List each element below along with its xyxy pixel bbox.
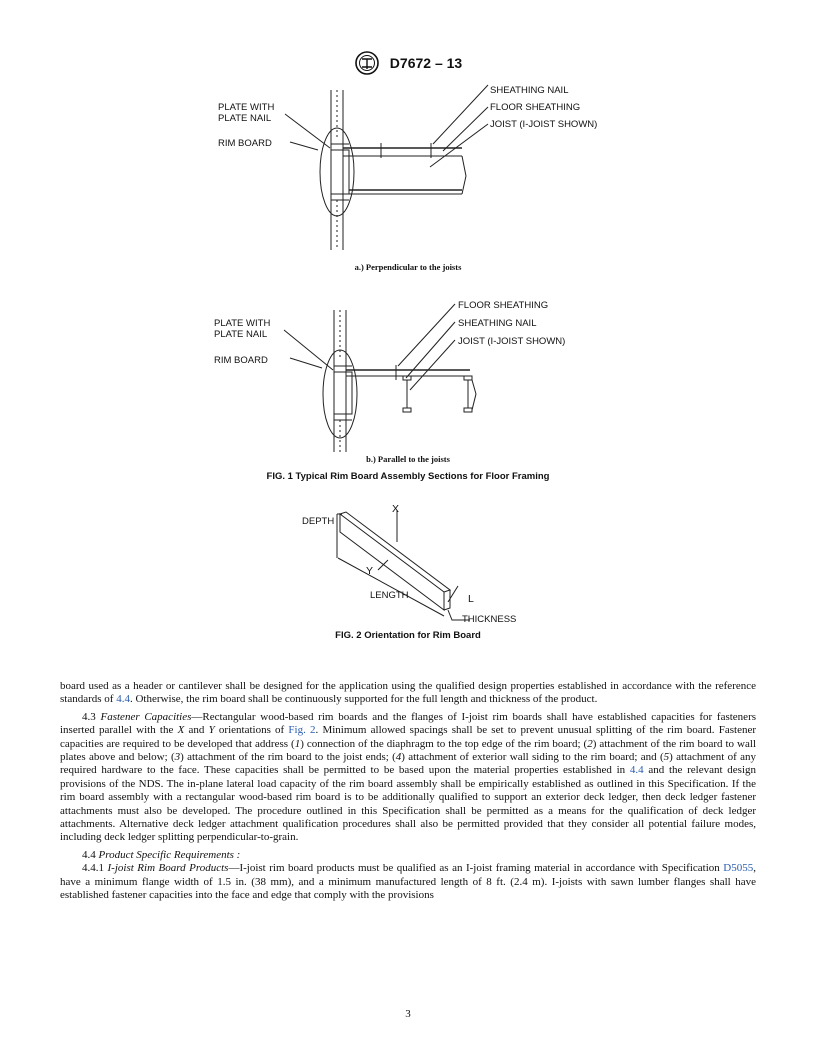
document-id: D7672 – 13 xyxy=(389,55,463,71)
label-thickness: THICKNESS xyxy=(462,614,517,625)
figure-2-caption: FIG. 2 Orientation for Rim Board xyxy=(335,630,481,641)
label-floor-sheathing: FLOOR SHEATHING xyxy=(490,102,581,113)
astm-logo-icon xyxy=(354,50,380,76)
label-joist: JOIST (I-JOIST SHOWN) xyxy=(458,336,566,347)
figure-2 xyxy=(0,498,816,628)
figure-2-drawing xyxy=(0,498,816,628)
section-4-3: 4.3 Fastener Capacities—Rectangular wood-based rim boards and the flanges of I-joist rim boards shall have established capacities for fasteners inserted parallel with the X and Y orientations of Fig. 2. Minimum allowed spacings shall be set to prevent unusual splitting of the rim board. Fastener capacities are required to be developed that address (1) connection of the diaphragm to the top edge of the rim board; (2) attachment of the rim board to wall plates above and below; (3) attachment of the rim board to the joist ends; (4) attachment of exterior wall siding to the rim board; and (5) attachment of any required hardware to the face. These capacities shall be permitted to be based upon the material properties established in 4.4 and the relevant design provisions of the NDS. The in-plane lateral load capacity of the rim board assembly shall be empirically established as outlined in this Specification. If the rim board assembly with a rectangular wood-based rim board is to be additionally qualified to support an exterior deck ledger, then deck ledger fastener attachments must also be developed. The procedure outlined in this Specification shall be permitted as a means for the qualification of deck ledger attachments. Alternative deck ledger attachment qualification procedures shall also be permitted provided that they consider all potential failure modes, including deck ledger splitting perpendicular-to-grain. xyxy=(60,710,757,844)
label-rim-board: RIM BOARD xyxy=(214,355,268,366)
label-y: Y xyxy=(366,565,374,577)
figure-1b-drawing xyxy=(0,290,816,460)
figure-1b xyxy=(0,290,816,460)
label-plate-nail: PLATE NAIL xyxy=(218,113,272,124)
label-depth: DEPTH xyxy=(302,516,335,527)
label-plate-nail: PLATE NAIL xyxy=(214,329,268,340)
page-number: 3 xyxy=(405,1008,411,1020)
body-text xyxy=(60,680,756,903)
section-4-4-1-title: I-joist Rim Board Products xyxy=(107,862,229,875)
label-sheathing-nail: SHEATHING NAIL xyxy=(490,85,569,96)
figure-1a xyxy=(0,80,816,280)
label-floor-sheathing: FLOOR SHEATHING xyxy=(458,300,549,311)
label-plate-with: PLATE WITH xyxy=(218,102,275,113)
ref-link-4-4[interactable]: 4.4 xyxy=(629,764,644,777)
figure-1b-caption: b.) Parallel to the joists xyxy=(366,454,450,464)
ref-link-d5055[interactable]: D5055 xyxy=(723,862,754,875)
label-joist: JOIST (I-JOIST SHOWN) xyxy=(490,119,598,130)
paragraph-continuation: board used as a header or cantilever shall be designed for the application using the qualified design properties established in accordance with the reference standards of 4.4. Otherwise, the rim board shall be continuously supported for the full length and thickness of the product. xyxy=(60,680,756,706)
label-x: X xyxy=(392,503,400,515)
section-4-4: 4.4 Product Specific Requirements : xyxy=(82,848,241,861)
label-sheathing-nail: SHEATHING NAIL xyxy=(458,318,537,329)
section-4-4-1: 4.4.1 I-joist Rim Board Products—I-joist rim board products must be qualified as an I-joist framing material in accordance with Specification D5055, have a minimum flange width of 1.5 in. (38 mm), and a minimum manufactured length of 8 ft. (2.4 m). I-joists with sawn lumber flanges shall have established fastener capacities into the face and edge that comply with the provisions xyxy=(60,862,756,902)
figure-1a-caption: a.) Perpendicular to the joists xyxy=(354,262,462,272)
figure-1-caption: FIG. 1 Typical Rim Board Assembly Sections for Floor Framing xyxy=(266,471,550,482)
section-4-3-title: Fastener Capacities xyxy=(100,710,192,723)
ref-link-fig-2[interactable]: Fig. 2 xyxy=(288,724,316,737)
label-l: L xyxy=(468,593,474,605)
label-rim-board: RIM BOARD xyxy=(218,138,272,149)
label-length: LENGTH xyxy=(370,590,409,601)
figure-1a-drawing xyxy=(0,80,816,280)
ref-link-4-4[interactable]: 4.4 xyxy=(116,693,130,706)
page-header xyxy=(0,50,816,76)
section-4-4-title: Product Specific Requirements : xyxy=(98,848,241,861)
label-plate-with: PLATE WITH xyxy=(214,318,271,329)
